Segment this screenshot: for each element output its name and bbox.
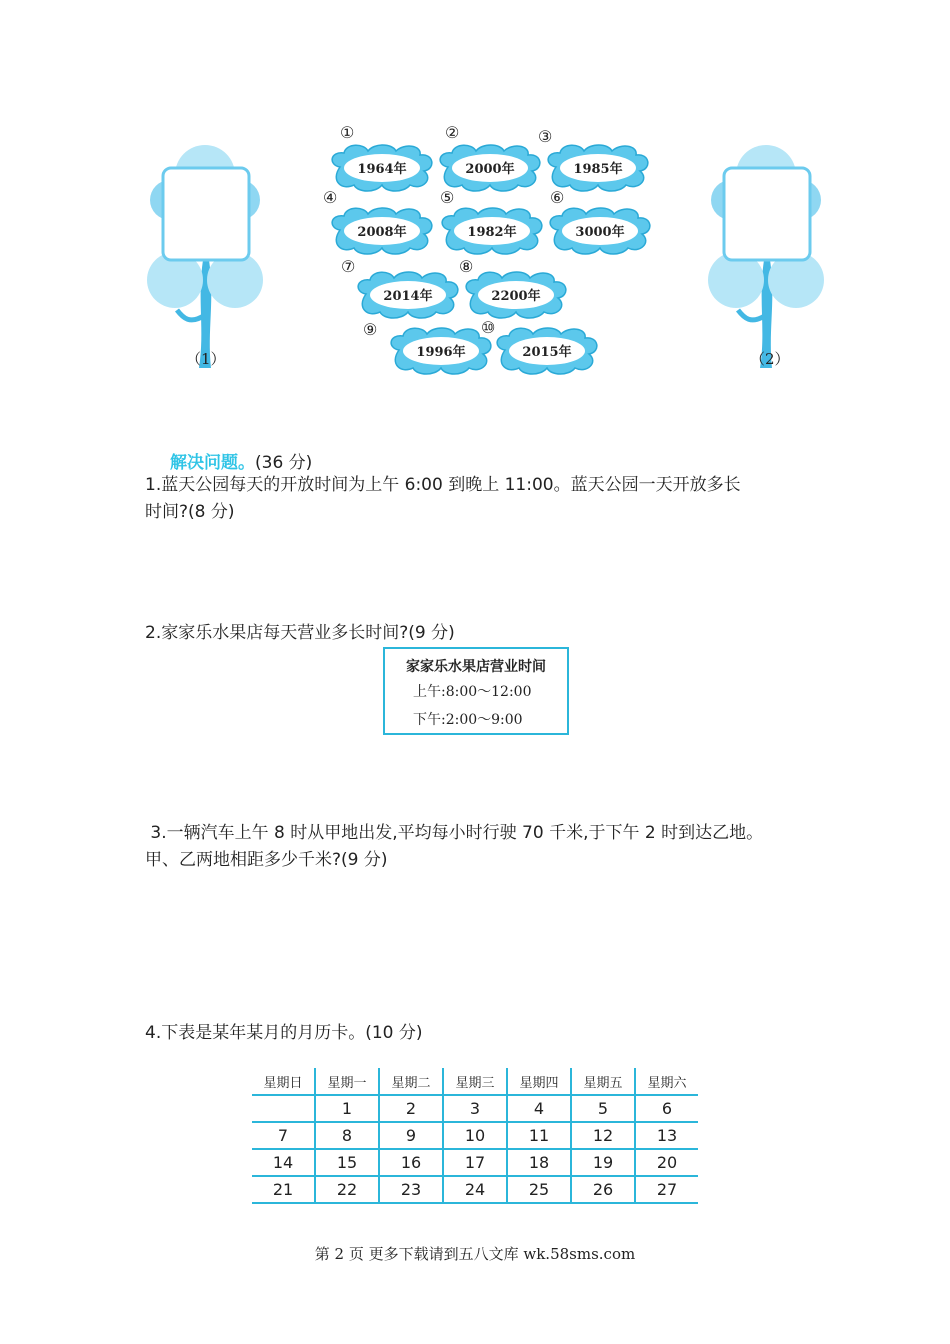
cloud-number: ④: [323, 188, 338, 207]
cloud-number: ⑨: [363, 320, 378, 339]
calendar-cell: 5: [571, 1095, 635, 1122]
calendar-header: 星期二: [379, 1068, 443, 1095]
calendar-cell: 11: [507, 1122, 571, 1149]
year-cloud: [436, 204, 548, 256]
year-cloud: [491, 324, 603, 376]
calendar-cell: 26: [571, 1176, 635, 1203]
calendar-cell: 18: [507, 1149, 571, 1176]
cloud-year: 2008年: [357, 224, 407, 240]
calendar-header: 星期四: [507, 1068, 571, 1095]
calendar-cell: 1: [315, 1095, 379, 1122]
cloud-number: ③: [538, 127, 553, 146]
page-footer: 第 2 页 更多下载请到五八文库 wk.58sms.com: [314, 1245, 636, 1263]
calendar-header: 星期一: [315, 1068, 379, 1095]
cloud-year: 1985年: [573, 161, 623, 177]
calendar-row: [252, 1095, 698, 1122]
cloud-year: 1964年: [357, 161, 407, 177]
calendar-cell: 16: [379, 1149, 443, 1176]
calendar-cell: 3: [443, 1095, 507, 1122]
calendar-cell: 22: [315, 1176, 379, 1203]
question-3-line1: 3.一辆汽车上午 8 时从甲地出发,平均每小时行驶 70 千米,于下午 2 时到达乙地。: [145, 823, 764, 843]
question-1-line1: 1.蓝天公园每天的开放时间为上午 6:00 到晚上 11:00。蓝天公园一天开放多长: [145, 475, 741, 495]
calendar-cell: 25: [507, 1176, 571, 1203]
question-1-line2: 时间?(8 分): [145, 502, 235, 522]
question-3: [145, 820, 815, 874]
year-cloud: [352, 268, 464, 320]
question-2: 2.家家乐水果店每天营业多长时间?(9 分): [145, 623, 455, 643]
calendar-cell: 13: [635, 1122, 698, 1149]
cloud-year: 2000年: [465, 161, 515, 177]
cloud-year: 2015年: [522, 344, 572, 360]
shop-hours-box: [383, 647, 569, 735]
cloud-year: 3000年: [575, 224, 625, 240]
right-tree-frame: [706, 140, 826, 374]
left-tree-frame: [145, 140, 265, 374]
calendar-cell: 6: [635, 1095, 698, 1122]
tree-frame-image: [706, 140, 826, 370]
calendar-header: 星期日: [252, 1068, 315, 1095]
cloud-year: 2200年: [491, 288, 541, 304]
calendar-cell: 7: [252, 1122, 315, 1149]
calendar-cell: 8: [315, 1122, 379, 1149]
shop-hours-title: 家家乐水果店营业时间: [406, 659, 546, 675]
calendar-header-row: [252, 1068, 698, 1095]
cloud-number: ⑤: [440, 188, 455, 207]
cloud-year: 1982年: [467, 224, 517, 240]
cloud-number: ⑧: [459, 257, 474, 276]
section-title: [170, 448, 312, 473]
calendar-row: [252, 1149, 698, 1176]
calendar-cell: 20: [635, 1149, 698, 1176]
calendar-cell: 14: [252, 1149, 315, 1176]
calendar-cell: 23: [379, 1176, 443, 1203]
section-title-highlight: 解决问题。: [170, 453, 255, 473]
cloud-year: 1996年: [416, 344, 466, 360]
question-3-line2: 甲、乙两地相距多少千米?(9 分): [145, 850, 388, 870]
cloud-number: ⑥: [550, 188, 565, 207]
calendar-cell: [252, 1095, 315, 1122]
question-1: [145, 472, 815, 526]
year-cloud: [460, 268, 572, 320]
cloud-year: 2014年: [383, 288, 433, 304]
calendar-cell: 15: [315, 1149, 379, 1176]
calendar-cell: 9: [379, 1122, 443, 1149]
calendar-cell: 12: [571, 1122, 635, 1149]
calendar-cell: 21: [252, 1176, 315, 1203]
year-cloud: [326, 141, 438, 193]
calendar-header: 星期五: [571, 1068, 635, 1095]
calendar-cell: 4: [507, 1095, 571, 1122]
calendar-row: [252, 1176, 698, 1203]
cloud-number: ⑩: [481, 318, 496, 337]
calendar-cell: 24: [443, 1176, 507, 1203]
section-title-score: (36 分): [255, 453, 313, 473]
calendar-cell: 2: [379, 1095, 443, 1122]
year-cloud: [544, 204, 656, 256]
calendar-cell: 27: [635, 1176, 698, 1203]
year-cloud: [326, 204, 438, 256]
calendar-cell: 10: [443, 1122, 507, 1149]
cloud-number: ①: [340, 123, 355, 142]
year-cloud: [434, 141, 546, 193]
calendar-row: [252, 1122, 698, 1149]
cloud-number: ②: [445, 123, 460, 142]
calendar-cell: 19: [571, 1149, 635, 1176]
cloud-number: ⑦: [341, 257, 356, 276]
shop-hours-afternoon: 下午:2:00～9:00: [413, 712, 523, 728]
year-cloud: [542, 141, 654, 193]
calendar-table: [252, 1068, 698, 1204]
calendar-cell: 17: [443, 1149, 507, 1176]
tree-frame-image: [145, 140, 265, 370]
left-tree-caption: （1）: [186, 350, 226, 368]
calendar-header: 星期六: [635, 1068, 698, 1095]
right-tree-caption: （2）: [750, 350, 790, 368]
calendar-header: 星期三: [443, 1068, 507, 1095]
question-4: 4.下表是某年某月的月历卡。(10 分): [145, 1023, 423, 1043]
shop-hours-morning: 上午:8:00～12:00: [413, 684, 532, 700]
